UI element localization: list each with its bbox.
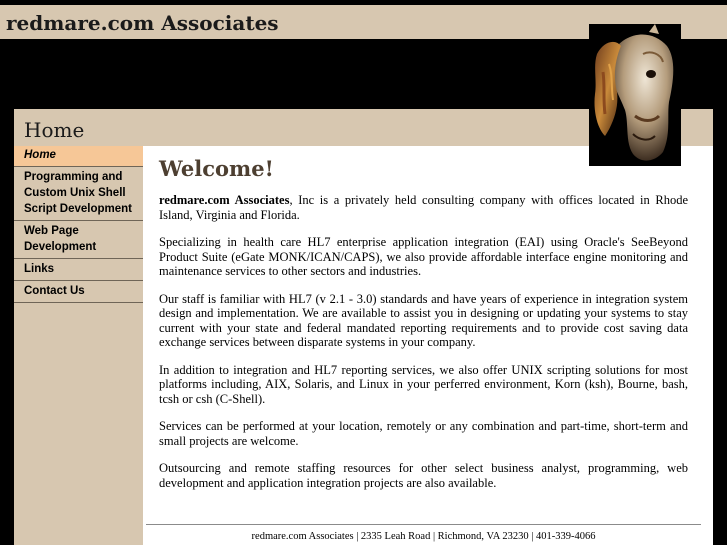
nav-item-programming[interactable]: Programming and Custom Unix Shell Script Development: [14, 167, 143, 221]
paragraph-services: Services can be performed at your location, remotely or any combination and part-time, short-term and small projects are welcome.: [159, 419, 688, 448]
nav-item-links[interactable]: Links: [14, 259, 143, 281]
footer-address: redmare.com Associates | 2335 Leah Road | Richmond, VA 23230 | 401-339-4066: [251, 531, 596, 542]
nav-item-contact[interactable]: Contact Us: [14, 281, 143, 303]
paragraph-eai: Specializing in health care HL7 enterprise application integration (EAI) using Oracle's SeeBeyond Product Suite (eGate MONK/ICAN/CAPS), we also provide affordable interface engine monitoring and maintenance services to other sectors and industries.: [159, 235, 688, 278]
main-content: [143, 155, 688, 503]
sidebar-nav: [14, 146, 143, 545]
intro-paragraph: [159, 193, 688, 222]
footer-divider: [146, 524, 701, 525]
nav-item-web-page[interactable]: Web Page Development: [14, 221, 143, 259]
intro-text: , Inc is a privately held consulting company with offices located in Rhode Island, Virginia and Florida.: [159, 193, 688, 222]
carousel-horse-image: [589, 24, 681, 166]
paragraph-unix: In addition to integration and HL7 reporting services, we also offer UNIX scripting solutions for most platforms including, AIX, Solaris, and Linux in your perferred environment, Korn (ksh), Bourne, bash, tcsh or csh (C-Shell).: [159, 362, 688, 406]
paragraph-staff: Our staff is familiar with HL7 (v 2.1 - 3.0) standards and have years of experience in integration system design and implementation. We are available to assist you in designing or updating your systems to stay current with your state and federal mandated reporting requirements and to provide cost saving data exchange services between disparate systems in your company.: [159, 291, 688, 349]
page-title: Home: [24, 118, 85, 142]
nav-item-home[interactable]: Home: [14, 146, 143, 167]
horse-illustration: [589, 24, 681, 166]
welcome-heading: Welcome!: [159, 156, 274, 181]
company-name: redmare.com Associates: [159, 193, 290, 207]
paragraph-outsourcing: Outsourcing and remote staffing resources for other select business analyst, programming, web development and application integration projects are also available.: [159, 461, 688, 490]
site-title: redmare.com Associates: [6, 11, 279, 35]
